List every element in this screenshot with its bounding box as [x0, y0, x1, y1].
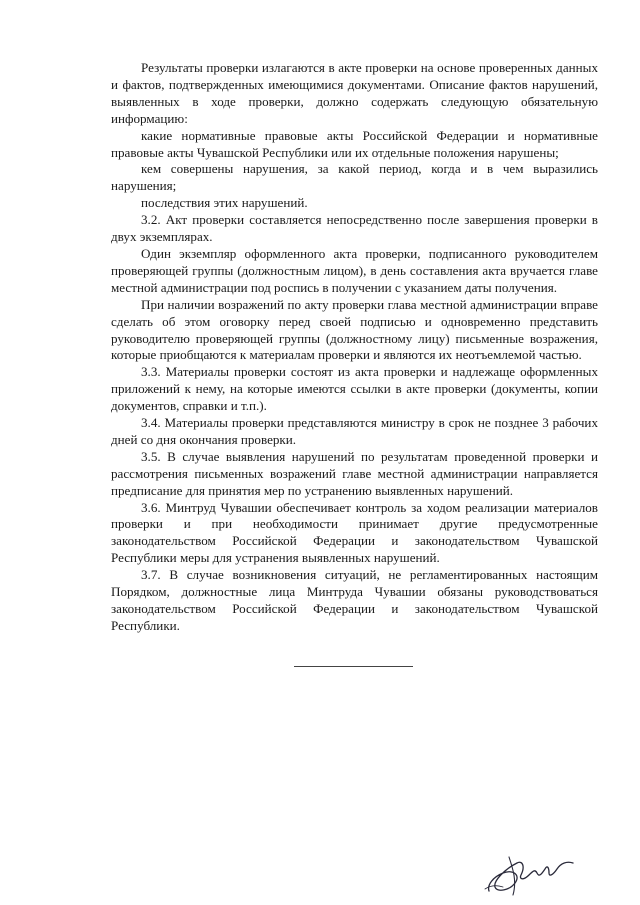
paragraph-3-4: 3.4. Материалы проверки представляются министру в срок не позднее 3 рабочих дней со дня окончания проверки.: [111, 415, 598, 447]
paragraph-3-2: 3.2. Акт проверки составляется непосредственно после завершения проверки в двух экземплярах.: [111, 212, 598, 245]
end-separator-line: [294, 666, 413, 667]
paragraph-act-copy: Один экземпляр оформленного акта проверки, подписанного руководителем проверяющей группы (должностным лицом), в день составления акта вручается главе местной администрации под роспись в получении с указанием даты получения.: [111, 245, 598, 295]
paragraph-3-3: 3.3. Материалы проверки состоят из акта проверки и надлежаще оформленных приложений к нему, на которые имеются ссылки в акте проверки (документы, копии документов, справки и т.п.).: [111, 364, 598, 414]
paragraph-3-7: 3.7. В случае возникновения ситуаций, не регламентированных настоящим Порядком, должностные лица Минтруда Чувашии обязаны руководствоваться законодательством Российской Федерации и законодательством Чувашской Республики.: [111, 567, 598, 633]
paragraph-3-5: 3.5. В случае выявления нарушений по результатам проведенной проверки и рассмотрения письменных возражений главе местной администрации направляется предписание для принятия мер по устранению выявленных нарушений.: [111, 448, 598, 498]
paragraph-3-6: 3.6. Минтруд Чувашии обеспечивает контроль за ходом реализации материалов проверки и при необходимости принимает другие предусмотренные законодательством Российской Федерации и законодательством Чувашской Республики меры для устранения выявленных нарушений.: [111, 499, 598, 566]
paragraph-objections: При наличии возражений по акту проверки глава местной администрации вправе сделать об этом оговорку перед своей подписью и одновременно представить руководителю проверяющей группы (должностному лицу) письменные возражения, которые приобщаются к материалам проверки и являются их неотъемлемой частью.: [111, 296, 598, 363]
document-body: [111, 60, 598, 635]
paragraph-findings-intro: Результаты проверки излагаются в акте проверки на основе проверенных данных и фактов, подтвержденных имеющимися документами. Описание фактов нарушений, выявленных в ходе проверки, должно содержать следующую обязательную информацию:: [111, 60, 598, 126]
paragraph-violated-acts: какие нормативные правовые акты Российской Федерации и нормативные правовые акты Чувашской Республики или их отдельные положения нарушены;: [111, 127, 598, 160]
handwritten-signature: [483, 845, 575, 897]
paragraph-who-when: кем совершены нарушения, за какой период, когда и в чем выразились нарушения;: [111, 161, 598, 194]
paragraph-consequences: последствия этих нарушений.: [141, 195, 308, 211]
